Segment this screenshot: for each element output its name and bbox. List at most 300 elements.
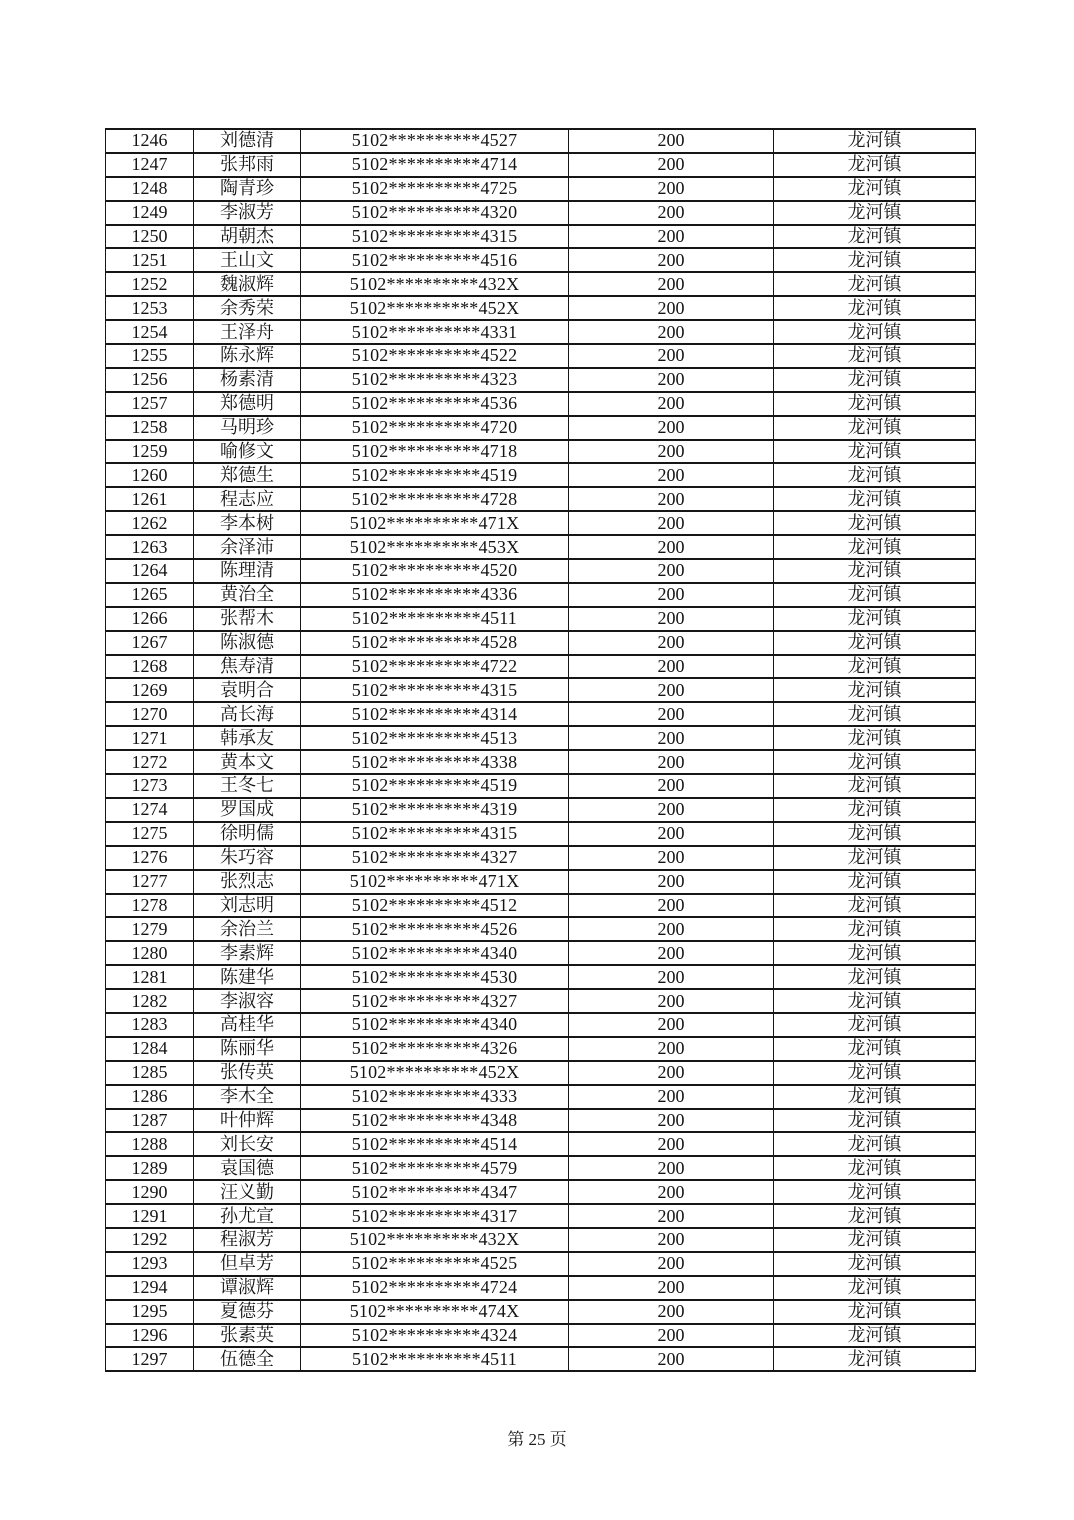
cell-name: 夏德芬 xyxy=(194,1300,301,1324)
cell-amount: 200 xyxy=(569,1109,774,1133)
cell-town: 龙河镇 xyxy=(774,1156,976,1180)
table-row xyxy=(106,917,976,941)
table-row xyxy=(106,750,976,774)
cell-name: 韩承友 xyxy=(194,726,301,750)
cell-amount: 200 xyxy=(569,870,774,894)
cell-id-number: 5102**********4525 xyxy=(301,1252,569,1276)
cell-name: 李淑容 xyxy=(194,989,301,1013)
cell-index: 1269 xyxy=(106,678,194,702)
cell-town: 龙河镇 xyxy=(774,177,976,201)
table-row xyxy=(106,1085,976,1109)
cell-amount: 200 xyxy=(569,1276,774,1300)
cell-index: 1246 xyxy=(106,129,194,153)
cell-amount: 200 xyxy=(569,917,774,941)
page-number: 第 25 页 xyxy=(507,1430,567,1449)
cell-id-number: 5102**********4528 xyxy=(301,631,569,655)
table-row xyxy=(106,1347,976,1371)
cell-id-number: 5102**********4333 xyxy=(301,1085,569,1109)
cell-index: 1295 xyxy=(106,1300,194,1324)
cell-id-number: 5102**********474X xyxy=(301,1300,569,1324)
cell-town: 龙河镇 xyxy=(774,989,976,1013)
cell-id-number: 5102**********4326 xyxy=(301,1037,569,1061)
cell-amount: 200 xyxy=(569,1228,774,1252)
cell-amount: 200 xyxy=(569,1085,774,1109)
cell-name: 陈建华 xyxy=(194,965,301,989)
cell-name: 伍德全 xyxy=(194,1347,301,1371)
cell-town: 龙河镇 xyxy=(774,798,976,822)
cell-amount: 200 xyxy=(569,774,774,798)
table-row xyxy=(106,894,976,918)
cell-town: 龙河镇 xyxy=(774,129,976,153)
cell-id-number: 5102**********4728 xyxy=(301,487,569,511)
cell-amount: 200 xyxy=(569,1013,774,1037)
table-row xyxy=(106,1324,976,1348)
cell-town: 龙河镇 xyxy=(774,416,976,440)
cell-index: 1281 xyxy=(106,965,194,989)
cell-id-number: 5102**********4722 xyxy=(301,655,569,679)
table-row xyxy=(106,440,976,464)
cell-amount: 200 xyxy=(569,965,774,989)
cell-town: 龙河镇 xyxy=(774,559,976,583)
cell-index: 1263 xyxy=(106,535,194,559)
cell-id-number: 5102**********4315 xyxy=(301,225,569,249)
cell-id-number: 5102**********4317 xyxy=(301,1204,569,1228)
cell-amount: 200 xyxy=(569,535,774,559)
table-row xyxy=(106,153,976,177)
cell-id-number: 5102**********471X xyxy=(301,511,569,535)
cell-name: 张邦雨 xyxy=(194,153,301,177)
cell-index: 1283 xyxy=(106,1013,194,1037)
cell-name: 李木全 xyxy=(194,1085,301,1109)
cell-town: 龙河镇 xyxy=(774,440,976,464)
cell-name: 谭淑辉 xyxy=(194,1276,301,1300)
cell-id-number: 5102**********4319 xyxy=(301,798,569,822)
cell-name: 余秀荣 xyxy=(194,296,301,320)
cell-id-number: 5102**********4579 xyxy=(301,1156,569,1180)
cell-town: 龙河镇 xyxy=(774,607,976,631)
cell-id-number: 5102**********452X xyxy=(301,1061,569,1085)
cell-town: 龙河镇 xyxy=(774,1300,976,1324)
cell-town: 龙河镇 xyxy=(774,1204,976,1228)
table-row xyxy=(106,583,976,607)
cell-name: 朱巧容 xyxy=(194,846,301,870)
cell-id-number: 5102**********4512 xyxy=(301,894,569,918)
cell-name: 高桂华 xyxy=(194,1013,301,1037)
cell-town: 龙河镇 xyxy=(774,917,976,941)
table-row xyxy=(106,1037,976,1061)
cell-index: 1262 xyxy=(106,511,194,535)
cell-index: 1247 xyxy=(106,153,194,177)
table-row xyxy=(106,1228,976,1252)
cell-name: 徐明儒 xyxy=(194,822,301,846)
table-row xyxy=(106,726,976,750)
cell-id-number: 5102**********4327 xyxy=(301,989,569,1013)
cell-name: 刘德清 xyxy=(194,129,301,153)
cell-id-number: 5102**********4514 xyxy=(301,1132,569,1156)
table-row xyxy=(106,1156,976,1180)
cell-id-number: 5102**********4511 xyxy=(301,607,569,631)
table-row xyxy=(106,941,976,965)
cell-index: 1257 xyxy=(106,392,194,416)
cell-town: 龙河镇 xyxy=(774,463,976,487)
cell-town: 龙河镇 xyxy=(774,392,976,416)
cell-id-number: 5102**********4331 xyxy=(301,320,569,344)
cell-town: 龙河镇 xyxy=(774,774,976,798)
table-row xyxy=(106,870,976,894)
cell-id-number: 5102**********4513 xyxy=(301,726,569,750)
cell-amount: 200 xyxy=(569,177,774,201)
table-row xyxy=(106,225,976,249)
cell-index: 1278 xyxy=(106,894,194,918)
table-row xyxy=(106,1276,976,1300)
cell-id-number: 5102**********4718 xyxy=(301,440,569,464)
cell-amount: 200 xyxy=(569,631,774,655)
cell-town: 龙河镇 xyxy=(774,631,976,655)
cell-name: 罗国成 xyxy=(194,798,301,822)
cell-id-number: 5102**********453X xyxy=(301,535,569,559)
cell-id-number: 5102**********4511 xyxy=(301,1347,569,1371)
cell-name: 刘志明 xyxy=(194,894,301,918)
cell-index: 1279 xyxy=(106,917,194,941)
cell-amount: 200 xyxy=(569,750,774,774)
cell-name: 但卓芳 xyxy=(194,1252,301,1276)
cell-amount: 200 xyxy=(569,248,774,272)
cell-town: 龙河镇 xyxy=(774,1109,976,1133)
cell-id-number: 5102**********4347 xyxy=(301,1180,569,1204)
cell-name: 郑德明 xyxy=(194,392,301,416)
cell-index: 1287 xyxy=(106,1109,194,1133)
cell-name: 黄治全 xyxy=(194,583,301,607)
cell-amount: 200 xyxy=(569,201,774,225)
cell-amount: 200 xyxy=(569,1156,774,1180)
cell-index: 1273 xyxy=(106,774,194,798)
cell-id-number: 5102**********4314 xyxy=(301,702,569,726)
cell-id-number: 5102**********4340 xyxy=(301,1013,569,1037)
cell-name: 王山文 xyxy=(194,248,301,272)
cell-name: 袁国德 xyxy=(194,1156,301,1180)
cell-id-number: 5102**********432X xyxy=(301,1228,569,1252)
table-row xyxy=(106,201,976,225)
table-row xyxy=(106,535,976,559)
cell-id-number: 5102**********4522 xyxy=(301,344,569,368)
table-row xyxy=(106,511,976,535)
table-row xyxy=(106,846,976,870)
table-row xyxy=(106,631,976,655)
cell-index: 1259 xyxy=(106,440,194,464)
cell-amount: 200 xyxy=(569,463,774,487)
cell-name: 杨素清 xyxy=(194,368,301,392)
cell-name: 陈淑德 xyxy=(194,631,301,655)
cell-town: 龙河镇 xyxy=(774,894,976,918)
cell-index: 1272 xyxy=(106,750,194,774)
table-row xyxy=(106,678,976,702)
cell-index: 1291 xyxy=(106,1204,194,1228)
cell-town: 龙河镇 xyxy=(774,248,976,272)
cell-amount: 200 xyxy=(569,225,774,249)
cell-index: 1289 xyxy=(106,1156,194,1180)
cell-name: 余泽沛 xyxy=(194,535,301,559)
cell-amount: 200 xyxy=(569,1347,774,1371)
cell-amount: 200 xyxy=(569,822,774,846)
cell-amount: 200 xyxy=(569,798,774,822)
cell-index: 1248 xyxy=(106,177,194,201)
cell-id-number: 5102**********4714 xyxy=(301,153,569,177)
cell-amount: 200 xyxy=(569,440,774,464)
cell-name: 王泽舟 xyxy=(194,320,301,344)
cell-index: 1274 xyxy=(106,798,194,822)
cell-name: 张帮木 xyxy=(194,607,301,631)
table-row xyxy=(106,1300,976,1324)
table-row xyxy=(106,1252,976,1276)
cell-town: 龙河镇 xyxy=(774,225,976,249)
cell-name: 刘长安 xyxy=(194,1132,301,1156)
cell-name: 王冬七 xyxy=(194,774,301,798)
cell-town: 龙河镇 xyxy=(774,535,976,559)
table-row xyxy=(106,559,976,583)
cell-amount: 200 xyxy=(569,1037,774,1061)
cell-town: 龙河镇 xyxy=(774,1228,976,1252)
cell-id-number: 5102**********4338 xyxy=(301,750,569,774)
cell-index: 1292 xyxy=(106,1228,194,1252)
table-row xyxy=(106,272,976,296)
cell-id-number: 5102**********4527 xyxy=(301,129,569,153)
table-row xyxy=(106,822,976,846)
cell-id-number: 5102**********4724 xyxy=(301,1276,569,1300)
cell-amount: 200 xyxy=(569,1204,774,1228)
cell-id-number: 5102**********4536 xyxy=(301,392,569,416)
cell-amount: 200 xyxy=(569,894,774,918)
cell-town: 龙河镇 xyxy=(774,750,976,774)
cell-amount: 200 xyxy=(569,583,774,607)
cell-index: 1286 xyxy=(106,1085,194,1109)
table-row xyxy=(106,798,976,822)
cell-amount: 200 xyxy=(569,1324,774,1348)
cell-index: 1280 xyxy=(106,941,194,965)
cell-town: 龙河镇 xyxy=(774,678,976,702)
cell-town: 龙河镇 xyxy=(774,1180,976,1204)
cell-town: 龙河镇 xyxy=(774,1347,976,1371)
cell-town: 龙河镇 xyxy=(774,846,976,870)
cell-town: 龙河镇 xyxy=(774,1252,976,1276)
cell-amount: 200 xyxy=(569,487,774,511)
cell-name: 李素辉 xyxy=(194,941,301,965)
table-row xyxy=(106,965,976,989)
cell-name: 陶青珍 xyxy=(194,177,301,201)
cell-name: 李本树 xyxy=(194,511,301,535)
cell-index: 1282 xyxy=(106,989,194,1013)
cell-index: 1288 xyxy=(106,1132,194,1156)
cell-name: 叶仲辉 xyxy=(194,1109,301,1133)
cell-name: 陈丽华 xyxy=(194,1037,301,1061)
cell-name: 焦寿清 xyxy=(194,655,301,679)
cell-amount: 200 xyxy=(569,416,774,440)
cell-id-number: 5102**********4315 xyxy=(301,678,569,702)
cell-town: 龙河镇 xyxy=(774,726,976,750)
cell-index: 1270 xyxy=(106,702,194,726)
cell-town: 龙河镇 xyxy=(774,272,976,296)
cell-amount: 200 xyxy=(569,655,774,679)
table-row xyxy=(106,655,976,679)
cell-amount: 200 xyxy=(569,368,774,392)
cell-town: 龙河镇 xyxy=(774,1085,976,1109)
beneficiary-table xyxy=(105,128,976,1372)
cell-index: 1253 xyxy=(106,296,194,320)
table-row xyxy=(106,344,976,368)
cell-amount: 200 xyxy=(569,941,774,965)
cell-amount: 200 xyxy=(569,1300,774,1324)
cell-amount: 200 xyxy=(569,846,774,870)
cell-amount: 200 xyxy=(569,272,774,296)
cell-town: 龙河镇 xyxy=(774,965,976,989)
cell-index: 1294 xyxy=(106,1276,194,1300)
cell-name: 胡朝杰 xyxy=(194,225,301,249)
cell-index: 1249 xyxy=(106,201,194,225)
cell-amount: 200 xyxy=(569,129,774,153)
cell-index: 1268 xyxy=(106,655,194,679)
cell-index: 1277 xyxy=(106,870,194,894)
cell-index: 1252 xyxy=(106,272,194,296)
cell-index: 1275 xyxy=(106,822,194,846)
table-row xyxy=(106,248,976,272)
cell-town: 龙河镇 xyxy=(774,1324,976,1348)
cell-index: 1293 xyxy=(106,1252,194,1276)
cell-amount: 200 xyxy=(569,511,774,535)
cell-amount: 200 xyxy=(569,678,774,702)
table-row xyxy=(106,1109,976,1133)
cell-name: 袁明合 xyxy=(194,678,301,702)
cell-amount: 200 xyxy=(569,344,774,368)
cell-name: 陈永辉 xyxy=(194,344,301,368)
cell-name: 余治兰 xyxy=(194,917,301,941)
table-row xyxy=(106,989,976,1013)
cell-amount: 200 xyxy=(569,1132,774,1156)
cell-id-number: 5102**********471X xyxy=(301,870,569,894)
cell-index: 1296 xyxy=(106,1324,194,1348)
cell-town: 龙河镇 xyxy=(774,344,976,368)
table-row xyxy=(106,177,976,201)
cell-name: 陈理清 xyxy=(194,559,301,583)
cell-town: 龙河镇 xyxy=(774,511,976,535)
cell-id-number: 5102**********4327 xyxy=(301,846,569,870)
table-row xyxy=(106,1061,976,1085)
cell-id-number: 5102**********4526 xyxy=(301,917,569,941)
table-row xyxy=(106,463,976,487)
cell-name: 张烈志 xyxy=(194,870,301,894)
cell-id-number: 5102**********452X xyxy=(301,296,569,320)
table-row xyxy=(106,368,976,392)
cell-index: 1266 xyxy=(106,607,194,631)
cell-name: 黄本文 xyxy=(194,750,301,774)
table-row xyxy=(106,416,976,440)
cell-town: 龙河镇 xyxy=(774,1013,976,1037)
cell-id-number: 5102**********4720 xyxy=(301,416,569,440)
cell-name: 汪义勤 xyxy=(194,1180,301,1204)
cell-index: 1264 xyxy=(106,559,194,583)
cell-town: 龙河镇 xyxy=(774,296,976,320)
cell-id-number: 5102**********4336 xyxy=(301,583,569,607)
cell-id-number: 5102**********4519 xyxy=(301,463,569,487)
cell-index: 1255 xyxy=(106,344,194,368)
cell-amount: 200 xyxy=(569,1180,774,1204)
table-row xyxy=(106,607,976,631)
cell-name: 郑德生 xyxy=(194,463,301,487)
cell-amount: 200 xyxy=(569,702,774,726)
cell-town: 龙河镇 xyxy=(774,1061,976,1085)
cell-id-number: 5102**********4323 xyxy=(301,368,569,392)
cell-town: 龙河镇 xyxy=(774,655,976,679)
cell-index: 1261 xyxy=(106,487,194,511)
cell-town: 龙河镇 xyxy=(774,941,976,965)
cell-amount: 200 xyxy=(569,559,774,583)
cell-amount: 200 xyxy=(569,296,774,320)
table-row xyxy=(106,487,976,511)
cell-town: 龙河镇 xyxy=(774,870,976,894)
cell-id-number: 5102**********4725 xyxy=(301,177,569,201)
cell-name: 程淑芳 xyxy=(194,1228,301,1252)
cell-index: 1285 xyxy=(106,1061,194,1085)
cell-id-number: 5102**********4520 xyxy=(301,559,569,583)
cell-index: 1250 xyxy=(106,225,194,249)
cell-amount: 200 xyxy=(569,320,774,344)
cell-id-number: 5102**********4516 xyxy=(301,248,569,272)
cell-name: 孙尤宣 xyxy=(194,1204,301,1228)
cell-name: 张素英 xyxy=(194,1324,301,1348)
cell-amount: 200 xyxy=(569,989,774,1013)
cell-name: 张传英 xyxy=(194,1061,301,1085)
cell-town: 龙河镇 xyxy=(774,201,976,225)
cell-town: 龙河镇 xyxy=(774,487,976,511)
cell-name: 喻修文 xyxy=(194,440,301,464)
cell-name: 高长海 xyxy=(194,702,301,726)
cell-id-number: 5102**********4320 xyxy=(301,201,569,225)
table-row xyxy=(106,320,976,344)
table-row xyxy=(106,296,976,320)
cell-town: 龙河镇 xyxy=(774,1037,976,1061)
cell-town: 龙河镇 xyxy=(774,320,976,344)
cell-index: 1276 xyxy=(106,846,194,870)
cell-name: 马明珍 xyxy=(194,416,301,440)
cell-id-number: 5102**********4340 xyxy=(301,941,569,965)
cell-index: 1256 xyxy=(106,368,194,392)
cell-amount: 200 xyxy=(569,1252,774,1276)
cell-town: 龙河镇 xyxy=(774,822,976,846)
cell-amount: 200 xyxy=(569,153,774,177)
cell-amount: 200 xyxy=(569,392,774,416)
table-row xyxy=(106,392,976,416)
table-row xyxy=(106,129,976,153)
cell-id-number: 5102**********4530 xyxy=(301,965,569,989)
table-row xyxy=(106,1132,976,1156)
cell-id-number: 5102**********4519 xyxy=(301,774,569,798)
cell-amount: 200 xyxy=(569,607,774,631)
cell-index: 1297 xyxy=(106,1347,194,1371)
cell-index: 1290 xyxy=(106,1180,194,1204)
cell-index: 1258 xyxy=(106,416,194,440)
cell-name: 魏淑辉 xyxy=(194,272,301,296)
cell-town: 龙河镇 xyxy=(774,1132,976,1156)
cell-town: 龙河镇 xyxy=(774,702,976,726)
cell-town: 龙河镇 xyxy=(774,153,976,177)
cell-index: 1251 xyxy=(106,248,194,272)
cell-id-number: 5102**********4315 xyxy=(301,822,569,846)
cell-amount: 200 xyxy=(569,726,774,750)
cell-name: 李淑芳 xyxy=(194,201,301,225)
cell-index: 1254 xyxy=(106,320,194,344)
cell-town: 龙河镇 xyxy=(774,583,976,607)
table-row xyxy=(106,702,976,726)
cell-id-number: 5102**********4324 xyxy=(301,1324,569,1348)
cell-index: 1271 xyxy=(106,726,194,750)
